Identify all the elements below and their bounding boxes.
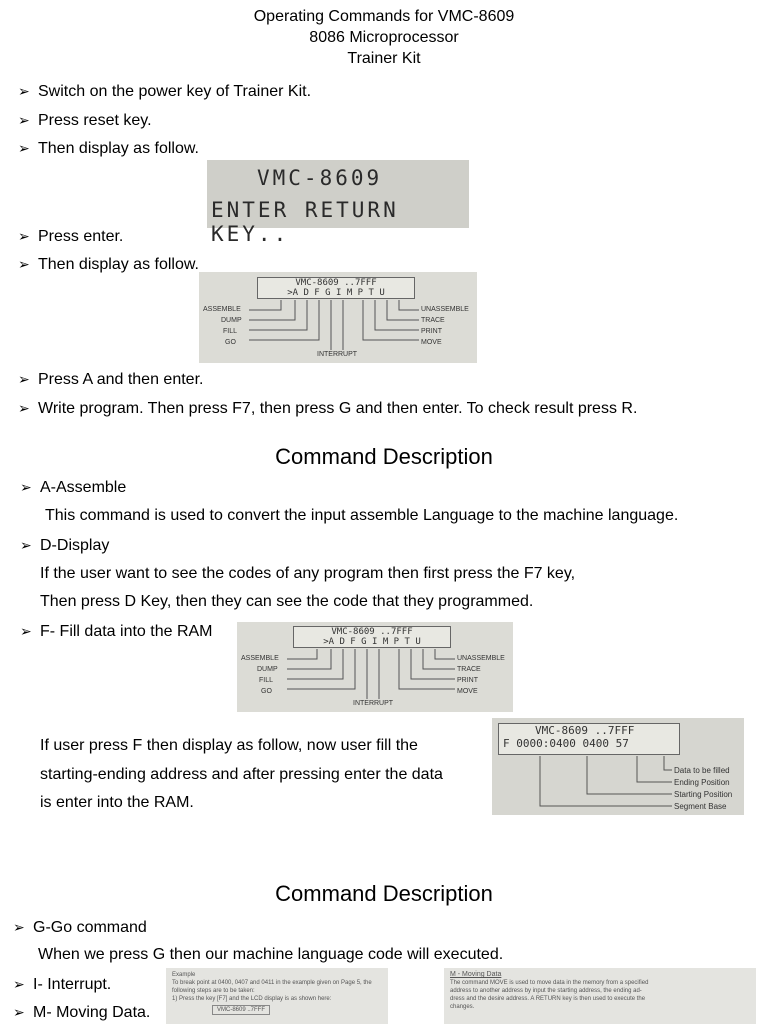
label-move-2: MOVE	[457, 688, 478, 695]
menu-lcd-2-top: VMC-8609 ..7FFF	[331, 627, 413, 637]
menu-lcd-2-keys: >A D F G I M P T U	[323, 637, 421, 647]
section-heading-2: Command Description	[275, 881, 493, 906]
example-line-3: 1) Press the key [F7] and the LCD display is as shown here:	[172, 996, 332, 1002]
fill-desc-1: If user press F then display as follow, now user fill the	[40, 737, 418, 754]
label-assemble-2: ASSEMBLE	[241, 655, 279, 662]
arrow-bullet-icon: ➢	[18, 400, 30, 416]
assemble-desc: This command is used to convert the input assemble Language to the machine language.	[45, 507, 679, 524]
arrow-bullet-icon: ➢	[13, 976, 25, 992]
example-title: Example	[172, 972, 196, 978]
label-ending-position: Ending Position	[674, 778, 730, 787]
display-desc-2: Then press D Key, then they can see the code that they programmed.	[40, 593, 534, 610]
label-dump-2: DUMP	[257, 666, 278, 673]
fill-desc-3: is enter into the RAM.	[40, 794, 194, 811]
move-snippet-line-1: The command MOVE is used to move data in the memory from a specified	[450, 980, 649, 986]
page-title	[0, 6, 768, 69]
menu-display-photo-2	[237, 622, 513, 712]
move-snippet-title: M - Moving Data	[450, 971, 502, 978]
title-line-2: 8086 Microprocessor	[309, 29, 459, 46]
move-snippet-line-2: address to another address by input the starting address, the ending ad-	[450, 988, 642, 994]
step-4: ➢ Press enter.	[18, 228, 124, 245]
move-snippet	[444, 968, 756, 1024]
arrow-bullet-icon: ➢	[13, 919, 25, 935]
menu-display-photo	[199, 272, 477, 363]
lcd-line-2: ENTER RETURN KEY..	[211, 198, 399, 246]
arrow-bullet-icon: ➢	[13, 1004, 25, 1020]
arrow-bullet-icon: ➢	[20, 623, 32, 639]
label-interrupt: INTERRUPT	[317, 351, 358, 358]
label-move: MOVE	[421, 339, 442, 346]
arrow-bullet-icon: ➢	[20, 537, 32, 553]
arrow-bullet-icon: ➢	[18, 228, 30, 244]
step-5: ➢ Then display as follow.	[18, 256, 199, 273]
move-snippet-line-3: dress and the desire address. A RETURN key is then used to execute the	[450, 996, 646, 1002]
cmd-go: ➢ G-Go command	[13, 919, 147, 936]
arrow-bullet-icon: ➢	[18, 371, 30, 387]
label-starting-position: Starting Position	[674, 790, 733, 799]
label-data-filled: Data to be filled	[674, 766, 730, 775]
fill-lcd-top: VMC-8609 ..7FFF	[535, 724, 635, 737]
label-go: GO	[225, 339, 236, 346]
arrow-bullet-icon: ➢	[18, 256, 30, 272]
cmd-move: ➢ M- Moving Data.	[13, 1004, 151, 1021]
label-trace-2: TRACE	[457, 666, 481, 673]
step-6: ➢ Press A and then enter.	[18, 371, 204, 388]
cmd-display: ➢ D-Display	[20, 537, 110, 554]
step-2: ➢ Press reset key.	[18, 112, 152, 129]
title-line-3: Trainer Kit	[347, 50, 421, 67]
arrow-bullet-icon: ➢	[18, 140, 30, 156]
arrow-bullet-icon: ➢	[18, 83, 30, 99]
label-fill: FILL	[223, 328, 238, 335]
label-assemble: ASSEMBLE	[203, 306, 241, 313]
label-go-2: GO	[261, 688, 272, 695]
cmd-assemble: ➢ A-Assemble	[20, 479, 127, 496]
label-fill-2: FILL	[259, 677, 274, 684]
example-snippet	[166, 968, 388, 1024]
cmd-interrupt: ➢ I- Interrupt.	[13, 976, 112, 993]
arrow-bullet-icon: ➢	[20, 479, 32, 495]
cmd-fill: ➢ F- Fill data into the RAM	[20, 623, 213, 640]
step-7: ➢ Write program. Then press F7, then press G and then enter. To check result press R.	[18, 400, 638, 417]
label-dump: DUMP	[221, 317, 242, 324]
menu-lcd-top: VMC-8609 ..7FFF	[295, 278, 377, 288]
label-unassemble: UNASSEMBLE	[421, 306, 469, 313]
section-heading-1: Command Description	[275, 444, 493, 469]
lcd-photo-enter-return	[207, 160, 469, 246]
title-line-1: Operating Commands for VMC-8609	[253, 8, 515, 25]
label-trace: TRACE	[421, 317, 445, 324]
fill-desc-2: starting-ending address and after pressing enter the data	[40, 766, 443, 783]
menu-lcd-keys: >A D F G I M P T U	[287, 288, 385, 298]
step-1: ➢ Switch on the power key of Trainer Kit.	[18, 83, 312, 100]
fill-lcd-line2: F 0000:0400 0400 57	[503, 737, 629, 750]
example-line-1: To break point at 0400, 0407 and 0411 in the example given on Page 5, the	[172, 980, 372, 986]
label-segment-base: Segment Base	[674, 802, 727, 811]
label-unassemble-2: UNASSEMBLE	[457, 655, 505, 662]
arrow-bullet-icon: ➢	[18, 112, 30, 128]
step-3: ➢ Then display as follow.	[18, 140, 199, 157]
fill-display-photo	[492, 718, 744, 815]
lcd-line-1: VMC-8609	[257, 166, 383, 190]
label-interrupt-2: INTERRUPT	[353, 700, 394, 707]
label-print-2: PRINT	[457, 677, 478, 684]
move-snippet-line-4: changes.	[450, 1004, 475, 1010]
example-line-2: following steps are to be taken:	[172, 988, 255, 994]
go-desc: When we press G then our machine language code will executed.	[38, 946, 504, 963]
display-desc-1: If the user want to see the codes of any program then first press the F7 key,	[40, 565, 576, 582]
label-print: PRINT	[421, 328, 442, 335]
example-lcd: VMC-8609 ..7FFF	[212, 1005, 270, 1015]
